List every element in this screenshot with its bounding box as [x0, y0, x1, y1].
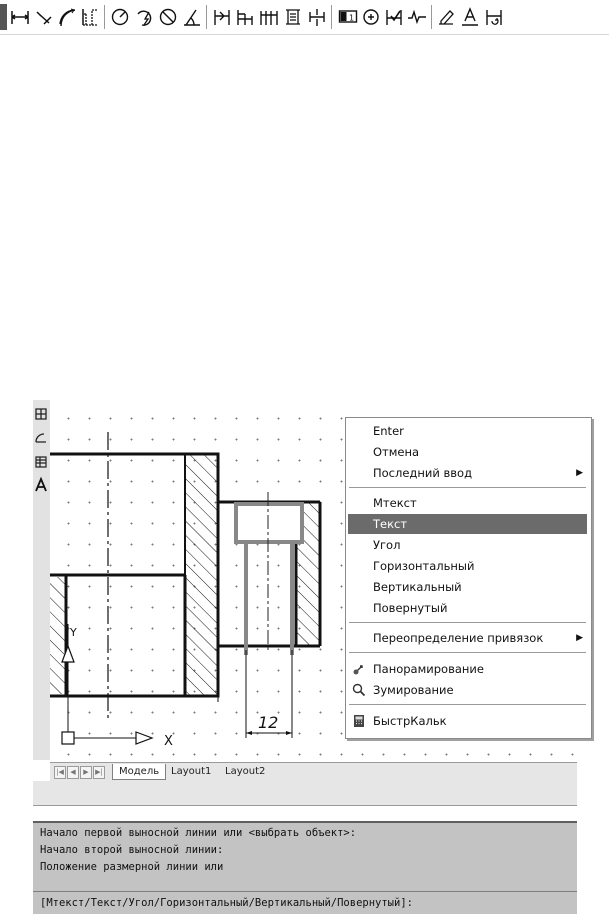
- quick-dimension-icon[interactable]: [212, 6, 232, 28]
- dimension-update-icon[interactable]: [484, 6, 504, 28]
- dimension-break-icon[interactable]: [307, 6, 327, 28]
- ucs-icon: [68, 624, 150, 738]
- tab-layout2[interactable]: Layout2: [225, 766, 266, 777]
- first-tab-button[interactable]: |◀: [54, 766, 66, 779]
- tab-layout1[interactable]: Layout1: [171, 766, 212, 777]
- baseline-dimension-icon[interactable]: [235, 6, 255, 28]
- mtext-icon[interactable]: [34, 477, 48, 491]
- command-line[interactable]: [33, 821, 577, 914]
- dimension-text: 12: [258, 713, 279, 732]
- tolerance-icon[interactable]: [338, 6, 358, 28]
- svg-text:Y: Y: [70, 626, 77, 639]
- jogged-dimension-icon[interactable]: [134, 6, 154, 28]
- region-icon[interactable]: [34, 430, 48, 444]
- inspection-icon[interactable]: [384, 6, 404, 28]
- menu-item-zoom[interactable]: Зумирование: [346, 680, 591, 700]
- submenu-arrow-icon: ▶: [576, 633, 583, 643]
- linear-dimension-icon[interactable]: [10, 6, 30, 28]
- diameter-dimension-icon[interactable]: [158, 6, 178, 28]
- tab-model[interactable]: Модель: [112, 764, 166, 780]
- jogged-linear-icon[interactable]: [407, 6, 427, 28]
- menu-item-pan[interactable]: Панорамирование: [346, 659, 591, 679]
- dimension-space-icon[interactable]: [283, 6, 303, 28]
- dimension-edit-icon[interactable]: [436, 6, 456, 28]
- menu-item-text[interactable]: Текст: [348, 514, 587, 534]
- command-history-line: Положение размерной линии или: [40, 861, 224, 873]
- calculator-icon: [352, 714, 366, 728]
- command-prompt[interactable]: [Мтекст/Текст/Угол/Горизонтальный/Вертикальный/Повернутый]:: [40, 897, 413, 909]
- drawing-canvas[interactable]: [50, 400, 583, 762]
- horizontal-scroll-area[interactable]: [33, 781, 577, 806]
- context-menu: [345, 417, 592, 739]
- menu-item-recent-input[interactable]: Последний ввод ▶: [346, 463, 591, 483]
- continue-dimension-icon[interactable]: [259, 6, 279, 28]
- command-history-line: Начало второй выносной линии:: [40, 844, 224, 856]
- aligned-dimension-icon[interactable]: [34, 6, 54, 28]
- menu-item-quickcalc[interactable]: БыстрКальк: [346, 711, 591, 731]
- toolbar-grip[interactable]: [0, 4, 7, 30]
- menu-item-rotated[interactable]: Повернутый: [373, 601, 448, 615]
- dimension-toolbar: [0, 0, 609, 35]
- menu-item-mtext[interactable]: Мтекст: [373, 496, 417, 510]
- menu-item-horizontal[interactable]: Горизонтальный: [373, 559, 475, 573]
- last-tab-button[interactable]: ▶|: [93, 766, 105, 779]
- svg-text:1: 1: [349, 13, 355, 23]
- menu-item-cancel[interactable]: Отмена: [373, 445, 420, 459]
- svg-text:X: X: [164, 734, 173, 749]
- draw-toolbar: [33, 400, 51, 760]
- center-mark-icon[interactable]: [361, 6, 381, 28]
- radius-dimension-icon[interactable]: [110, 6, 130, 28]
- counterbore: [236, 504, 302, 542]
- angular-dimension-icon[interactable]: [182, 6, 202, 28]
- zoom-icon: [352, 683, 366, 697]
- hatch-right: [186, 455, 217, 695]
- table-icon[interactable]: [34, 454, 48, 468]
- pan-icon: [352, 662, 366, 676]
- arc-length-icon[interactable]: [57, 6, 77, 28]
- command-history-line: Начало первой выносной линии или <выбрать объект>:: [40, 827, 357, 839]
- prev-tab-button[interactable]: ◀: [67, 766, 79, 779]
- hatch-left: [50, 577, 66, 694]
- menu-item-snap-overrides[interactable]: Переопределение привязок ▶: [346, 628, 591, 648]
- menu-item-vertical[interactable]: Вертикальный: [373, 580, 462, 594]
- menu-item-enter[interactable]: Enter: [373, 424, 404, 438]
- block-icon[interactable]: [34, 406, 48, 420]
- layout-tab-bar: [50, 762, 577, 782]
- next-tab-button[interactable]: ▶: [80, 766, 92, 779]
- ordinate-dimension-icon[interactable]: [80, 6, 100, 28]
- autocad-screenshot: [33, 400, 583, 912]
- dimension-text-edit-icon[interactable]: [460, 6, 480, 28]
- menu-item-angle[interactable]: Угол: [373, 538, 401, 552]
- submenu-arrow-icon: ▶: [576, 468, 583, 478]
